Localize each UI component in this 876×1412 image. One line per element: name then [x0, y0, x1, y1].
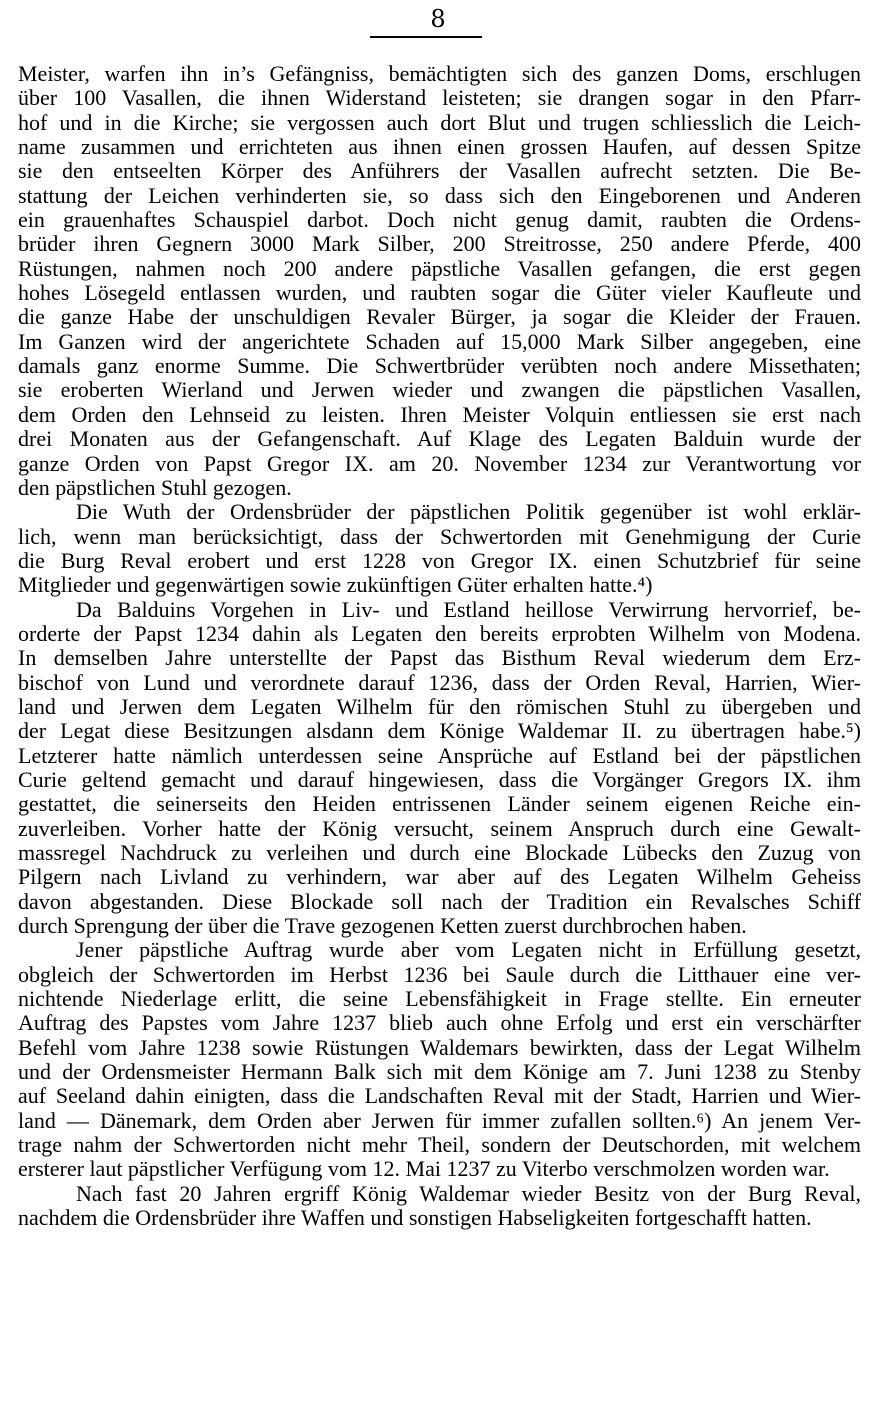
text-line: über 100 Vasallen, die ihnen Widerstand leisteten; sie drangen sogar in den Pfarr- — [18, 85, 861, 111]
body-text — [0, 62, 876, 1231]
text-line: hof und in die Kirche; sie vergossen auch dort Blut und trugen schliesslich die Leich- — [18, 109, 861, 135]
text-line: hohes Lösegeld entlassen wurden, und raubten sogar die Güter vieler Kaufleute und — [18, 280, 861, 306]
text-line: Rüstungen, nahmen noch 200 andere päpstliche Vasallen gefangen, die erst gegen — [18, 255, 861, 281]
text-line: davon abgestanden. Diese Blockade soll nach der Tradition ein Revalsches Schiff — [18, 888, 861, 914]
paragraph — [0, 500, 876, 597]
paragraph — [0, 1182, 876, 1231]
paragraph — [0, 598, 876, 939]
text-line: dem Orden den Lehnseid zu leisten. Ihren Meister Volquin entliessen sie erst nach — [18, 401, 861, 427]
text-line: Befehl vom Jahre 1238 sowie Rüstungen Waldemars bewirkten, dass der Legat Wilhelm — [18, 1034, 861, 1060]
text-line: Mitglieder und gegenwärtigen sowie zukünftigen Güter erhalten hatte.⁴) — [18, 572, 653, 598]
text-line: drei Monaten aus der Gefangenschaft. Auf Klage des Legaten Balduin wurde der — [18, 426, 861, 452]
text-line: ganze Orden von Papst Gregor IX. am 20. November 1234 zur Verantwortung vor — [18, 450, 861, 476]
text-line: land und Jerwen dem Legaten Wilhelm für den römischen Stuhl zu übergeben und — [18, 693, 861, 719]
text-line: sie eroberten Wierland und Jerwen wieder und zwangen die päpstlichen Vasallen, — [18, 377, 861, 403]
text-line: auf Seeland dahin einigten, dass die Landschaften Reval mit der Stadt, Harrien und Wier- — [18, 1083, 861, 1109]
paragraph — [0, 938, 876, 1181]
text-line: den päpstlichen Stuhl gezogen. — [18, 474, 292, 500]
text-line: land — Dänemark, dem Orden aber Jerwen für immer zufallen sollten.⁶) An jenem Ver- — [18, 1107, 861, 1133]
text-line: zuverleiben. Vorher hatte der König versucht, seinem Anspruch durch eine Gewalt- — [18, 815, 861, 841]
text-line: ersterer laut päpstlicher Verfügung vom 12. Mai 1237 zu Viterbo verschmolzen worden war. — [18, 1156, 830, 1182]
text-line: Nach fast 20 Jahren ergriff König Waldemar wieder Besitz von der Burg Reval, — [76, 1180, 861, 1206]
text-line: die ganze Habe der unschuldigen Revaler Bürger, ja sogar die Kleider der Frauen. — [18, 304, 861, 330]
text-line: orderte der Papst 1234 dahin als Legaten den bereits erprobten Wilhelm von Modena. — [18, 620, 861, 646]
text-line: Jener päpstliche Auftrag wurde aber vom Legaten nicht in Erfüllung gesetzt, — [76, 937, 861, 963]
page-number: 8 — [430, 5, 446, 33]
text-line: durch Sprengung der über die Trave gezogenen Ketten zuerst durchbrochen haben. — [18, 913, 747, 939]
text-line: Auftrag des Papstes vom Jahre 1237 blieb auch ohne Erfolg und erst ein verschärfter — [18, 1010, 861, 1036]
text-line: der Legat diese Besitzungen alsdann dem Könige Waldemar II. zu übertragen habe.⁵) — [18, 718, 861, 744]
text-line: obgleich der Schwertorden im Herbst 1236 bei Saule durch die Litthauer eine ver- — [18, 961, 861, 987]
text-line: nachdem die Ordensbrüder ihre Waffen und sonstigen Habseligkeiten fortgeschafft hatten. — [18, 1205, 812, 1231]
text-line: Curie geltend gemacht und darauf hingewiesen, dass die Vorgänger Gregors IX. ihm — [18, 766, 861, 792]
text-line: und der Ordensmeister Hermann Balk sich mit dem Könige am 7. Juni 1238 zu Stenby — [18, 1059, 861, 1085]
text-line: stattung der Leichen verhinderten sie, so dass sich den Eingeborenen und Anderen — [18, 182, 861, 208]
text-line: In demselben Jahre unterstellte der Papst das Bisthum Reval wiederum dem Erz- — [18, 645, 861, 671]
text-line: bischof von Lund und verordnete darauf 1236, dass der Orden Reval, Harrien, Wier- — [18, 669, 861, 695]
text-line: sie den entseelten Körper des Anführers der Vasallen aufrecht setzten. Die Be- — [18, 158, 861, 184]
text-line: damals ganz enorme Summe. Die Schwertbrüder verübten noch andere Missethaten; — [18, 353, 861, 379]
text-line: brüder ihren Gegnern 3000 Mark Silber, 200 Streitrosse, 250 andere Pferde, 400 — [18, 231, 861, 257]
text-line: trage nahm der Schwertorden nicht mehr Theil, sondern der Deutschorden, mit welchem — [18, 1132, 861, 1158]
text-line: lich, wenn man berücksichtigt, dass der Schwertorden mit Genehmigung der Curie — [18, 523, 861, 549]
text-line: Da Balduins Vorgehen in Liv- und Estland heillose Verwirrung hervorrief, be- — [76, 596, 861, 622]
header-rule — [370, 36, 482, 38]
text-line: Letzterer hatte nämlich unterdessen seine Ansprüche auf Estland bei der päpstlichen — [18, 742, 861, 768]
text-line: ein grauenhaftes Schauspiel darbot. Doch nicht genug damit, raubten die Ordens- — [18, 207, 861, 233]
text-line: Meister, warfen ihn in’s Gefängniss, bemächtigten sich des ganzen Doms, erschlugen — [18, 61, 861, 86]
text-line: Im Ganzen wird der angerichtete Schaden auf 15,000 Mark Silber angegeben, eine — [18, 328, 861, 354]
text-line: gestattet, die seinerseits den Heiden entrissenen Länder seinem eigenen Reiche ein- — [18, 791, 861, 817]
paragraph — [0, 62, 876, 500]
text-line: nichtende Niederlage erlitt, die seine Lebensfähigkeit in Frage stellte. Ein erneuter — [18, 986, 861, 1012]
text-line: massregel Nachdruck zu verleihen und durch eine Blockade Lübecks den Zuzug von — [18, 840, 861, 865]
text-line: Pilgern nach Livland zu verhindern, war aber auf des Legaten Wilhelm Geheiss — [18, 864, 861, 890]
text-line: Die Wuth der Ordensbrüder der päpstlichen Politik gegenüber ist wohl erklär- — [76, 499, 861, 525]
text-line: die Burg Reval erobert und erst 1228 von Gregor IX. einen Schutzbrief für seine — [18, 547, 861, 573]
text-line: name zusammen und errichteten aus ihnen einen grossen Haufen, auf dessen Spitze — [18, 134, 861, 160]
